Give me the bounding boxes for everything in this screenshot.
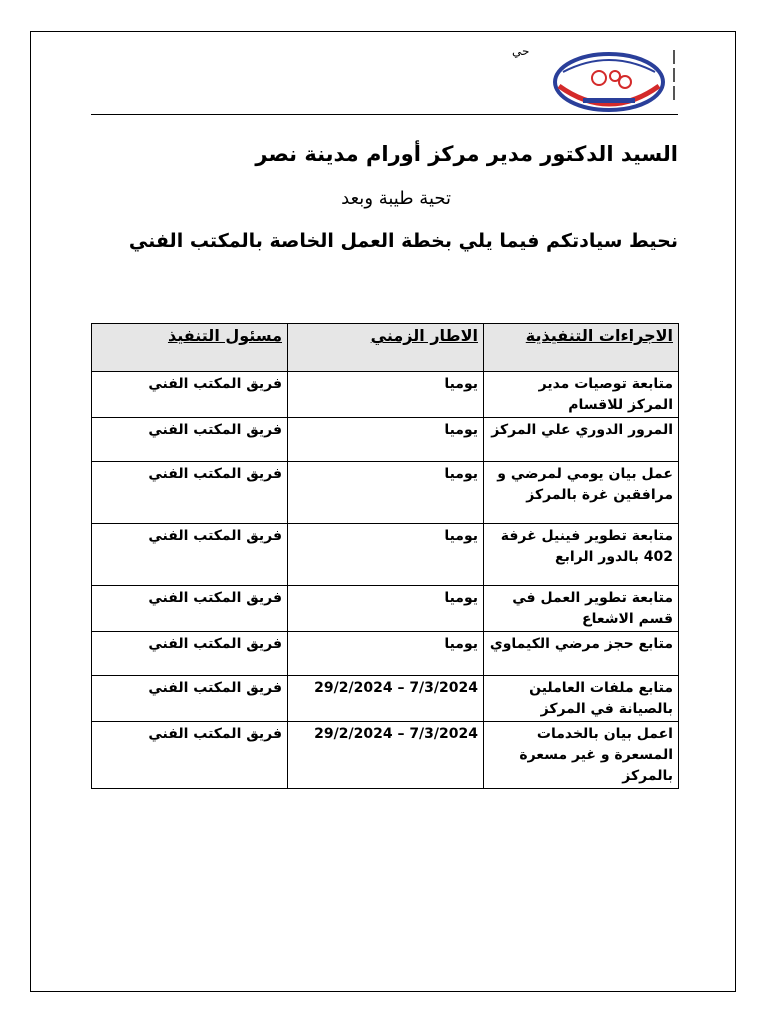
table-row — [92, 586, 679, 632]
action-plan-table — [91, 323, 679, 789]
time-cell: يوميا — [288, 524, 484, 586]
header-divider — [91, 114, 678, 115]
owner-cell: فريق المكتب الفني — [92, 418, 288, 462]
center-logo — [553, 52, 665, 112]
letter-greeting: تحية طيبة وبعد — [341, 188, 451, 209]
owner-cell: فريق المكتب الفني — [92, 676, 288, 722]
time-cell: 29/2/2024 – 7/3/2024 — [288, 722, 484, 789]
time-cell: يوميا — [288, 586, 484, 632]
owner-cell: فريق المكتب الفني — [92, 372, 288, 418]
letter-addressee: السيد الدكتور مدير مركز أورام مدينة نصر — [255, 142, 678, 166]
action-cell: المرور الدوري علي المركز — [484, 418, 679, 462]
owner-cell: فريق المكتب الفني — [92, 524, 288, 586]
time-cell: 29/2/2024 – 7/3/2024 — [288, 676, 484, 722]
action-cell: متابعة توصيات مدير المركز للاقسام — [484, 372, 679, 418]
action-cell: متابع حجز مرضي الكيماوي — [484, 632, 679, 676]
action-cell: متابع ملفات العاملين بالصيانة في المركز — [484, 676, 679, 722]
table-row — [92, 418, 679, 462]
header-actions: الاجراءات التنفيذية — [484, 324, 679, 372]
owner-cell: فريق المكتب الفني — [92, 632, 288, 676]
table-row — [92, 632, 679, 676]
header-timeframe: الاطار الزمني — [288, 324, 484, 372]
time-cell: يوميا — [288, 418, 484, 462]
table-row — [92, 722, 679, 789]
time-cell: يوميا — [288, 462, 484, 524]
header-text-fragment: حي — [512, 44, 530, 58]
table-row — [92, 524, 679, 586]
action-cell: متابعة تطوير العمل في قسم الاشعاع — [484, 586, 679, 632]
letter-intro: نحيط سيادتكم فيما يلي بخطة العمل الخاصة بالمكتب الفني — [128, 230, 678, 252]
owner-cell: فريق المكتب الفني — [92, 586, 288, 632]
owner-cell: فريق المكتب الفني — [92, 462, 288, 524]
owner-cell: فريق المكتب الفني — [92, 722, 288, 789]
action-cell: اعمل بيان بالخدمات المسعرة و غير مسعرة بالمركز — [484, 722, 679, 789]
header-owner: مسئول التنفيذ — [92, 324, 288, 372]
time-cell: يوميا — [288, 632, 484, 676]
table-row — [92, 676, 679, 722]
table-row — [92, 372, 679, 418]
action-cell: متابعة تطوير فينيل غرفة 402 بالدور الرابع — [484, 524, 679, 586]
action-cell: عمل بيان يومي لمرضي و مرافقين غرة بالمركز — [484, 462, 679, 524]
table-header-row — [92, 324, 679, 372]
logo-side-marks — [673, 46, 683, 98]
time-cell: يوميا — [288, 372, 484, 418]
table-row — [92, 462, 679, 524]
